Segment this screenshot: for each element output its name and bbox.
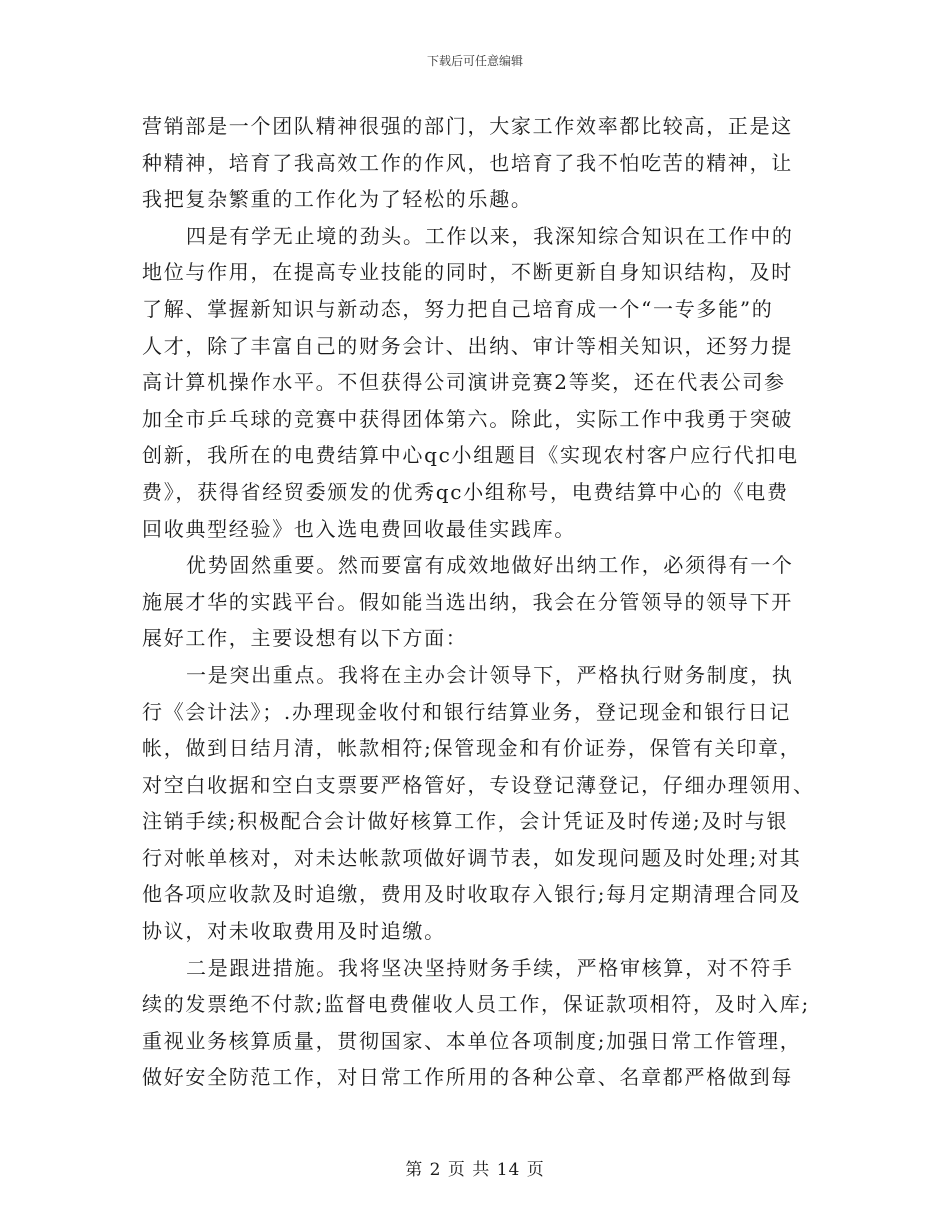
text-line: 对空白收据和空白支票要严格管好，专设登记薄登记，仔细办理领用、: [142, 772, 815, 797]
text-line: 四是有学无止境的劲头。工作以来，我深知综合知识在工作中的: [186, 223, 794, 248]
text-line: 帐，做到日结月清，帐款相符;保管现金和有价证券，保管有关印章，: [142, 736, 802, 761]
text-line: 做好安全防范工作，对日常工作所用的各种公章、名章都严格做到每: [142, 1065, 793, 1090]
text-line: 注销手续;积极配合会计做好核算工作，会计凭证及时传递;及时与银: [142, 809, 789, 834]
text-line: 人才，除了丰富自己的财务会计、出纳、审计等相关知识，还努力提: [142, 333, 793, 358]
text-line: 营销部是一个团队精神很强的部门，大家工作效率都比较高，正是这: [142, 114, 793, 138]
document-body: [142, 108, 815, 1096]
text-line: 行《会计法》；.办理现金收付和银行结算业务，登记现金和银行日记: [142, 699, 792, 724]
text-line: 行对帐单核对，对未达帐款项做好调节表，如发现问题及时处理;对其: [142, 845, 802, 870]
text-line: 优势固然重要。然而要富有成效地做好出纳工作，必须得有一个: [186, 553, 794, 578]
page-header: 下载后可任意编辑: [426, 54, 523, 68]
text-line: 重视业务核算质量，贯彻国家、本单位各项制度;加强日常工作管理，: [142, 1028, 802, 1053]
text-line: 施展才华的实践平台。假如能当选出纳，我会在分管领导的领导下开: [142, 589, 793, 614]
text-line: 费》，获得省经贸委颁发的优秀qc小组称号，电费结算中心的《电费: [142, 479, 789, 504]
text-line: 创新，我所在的电费结算中心qc小组题目《实现农村客户应行代扣电: [142, 443, 799, 468]
text-line: 我把复杂繁重的工作化为了轻松的乐趣。: [142, 187, 533, 212]
text-line: 种精神，培育了我高效工作的作风，也培育了我不怕吃苦的精神，让: [142, 150, 793, 175]
text-line: 他各项应收款及时追缴，费用及时收取存入银行;每月定期清理合同及: [142, 882, 802, 907]
text-line: 高计算机操作水平。不但获得公司演讲竞赛2等奖，还在代表公司参: [142, 370, 786, 395]
text-line: 加全市乒乓球的竞赛中获得团体第六。除此，实际工作中我勇于突破: [142, 406, 793, 431]
page-number: 第 2 页 共 14 页: [405, 1160, 545, 1180]
text-line: 了解、掌握新知识与新动态，努力把自己培育成一个“一专多能”的: [142, 296, 774, 321]
text-line: 一是突出重点。我将在主办会计领导下，严格执行财务制度，执: [186, 662, 794, 687]
text-line: 回收典型经验》也入选电费回收最佳实践库。: [142, 516, 576, 541]
text-line: 展好工作，主要设想有以下方面：: [142, 626, 468, 651]
text-line: 续的发票绝不付款;监督电费催收人员工作，保证款项相符，及时入库;: [142, 992, 810, 1017]
text-line: 二是跟进措施。我将坚决坚持财务手续，严格审核算，对不符手: [186, 955, 794, 980]
text-line: 地位与作用，在提高专业技能的同时，不断更新自身知识结构，及时: [142, 260, 793, 285]
text-line: 协议，对未收取费用及时追缴。: [142, 919, 446, 944]
